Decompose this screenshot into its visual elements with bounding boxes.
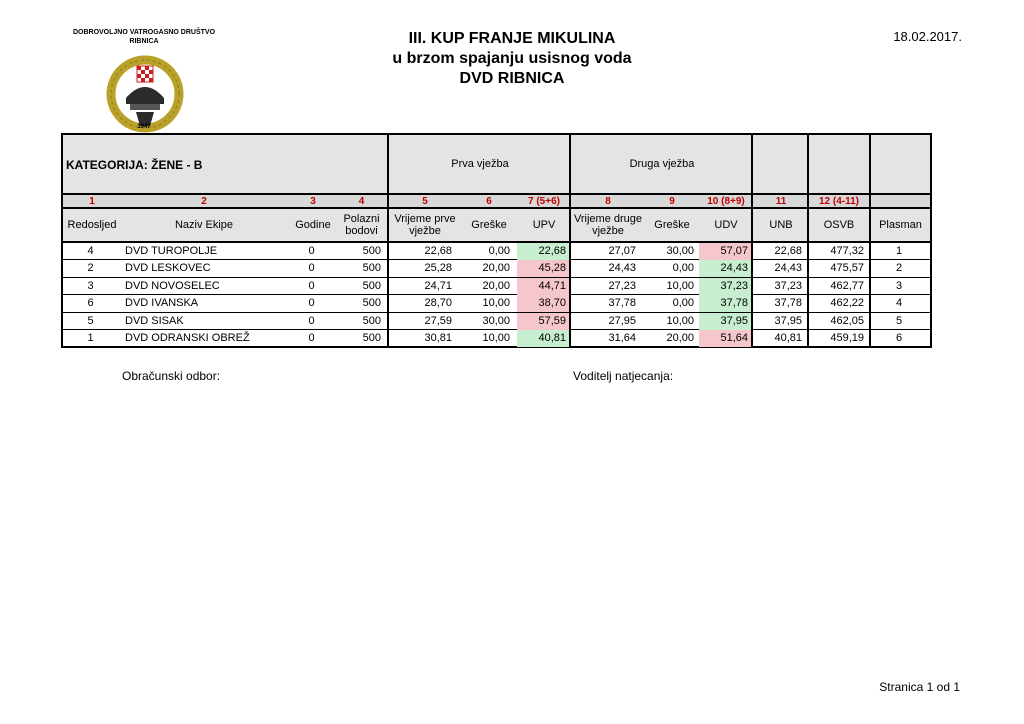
cell-plasman: 2: [895, 262, 903, 275]
cell-v2: 27,07: [608, 245, 636, 257]
cell-bodovi: 500: [362, 245, 381, 257]
cell-plasman: 5: [895, 314, 903, 327]
cell-ekipa: DVD SISAK: [125, 314, 184, 327]
cell-osvb: 475,57: [830, 262, 864, 275]
cell-v1: 25,28: [424, 262, 452, 275]
category-title: KATEGORIJA: ŽENE - B: [66, 158, 203, 172]
cell-g1: 20,00: [482, 279, 510, 292]
cell-unb: 37,95: [774, 314, 802, 327]
cell-plasman: 3: [895, 279, 903, 292]
cell-unb: 40,81: [774, 332, 802, 344]
cell-g2: 30,00: [666, 245, 694, 257]
cell-upv: 44,71: [517, 278, 569, 295]
cell-udv: 37,23: [699, 278, 751, 295]
cell-v2: 37,78: [608, 297, 636, 310]
col-header-v1: Vrijeme prve vježbe: [394, 213, 456, 237]
cell-udv: 24,43: [699, 260, 751, 277]
cell-v2: 31,64: [608, 332, 636, 344]
cell-ekipa: DVD IVANSKA: [125, 297, 199, 310]
cell-redosljed: 4: [87, 245, 94, 257]
cell-g1: 30,00: [482, 314, 510, 327]
column-headers: [63, 209, 930, 243]
cell-osvb: 462,77: [830, 279, 864, 292]
cell-unb: 37,23: [774, 279, 802, 292]
cell-osvb: 477,32: [830, 245, 864, 257]
col-header-udv: UDV: [714, 219, 738, 231]
cell-g1: 20,00: [482, 262, 510, 275]
signature-calculation-committee: Obračunski odbor:: [122, 369, 221, 383]
col-header-g1: Greške: [471, 219, 507, 231]
cell-upv: 38,70: [517, 295, 569, 312]
results-table: [61, 133, 932, 348]
group-second-exercise: Druga vježba: [629, 158, 695, 170]
logo-org-name: DOBROVOLJNO VATROGASNO DRUŠTVO RIBNICA: [72, 29, 216, 45]
col-header-unb: UNB: [769, 219, 793, 231]
cell-redosljed: 3: [87, 279, 94, 292]
cell-godine: 0: [308, 262, 315, 275]
cell-osvb: 459,19: [830, 332, 864, 344]
cell-g2: 10,00: [666, 314, 694, 327]
cell-godine: 0: [308, 279, 315, 292]
col-header-godine: Godine: [295, 219, 331, 231]
cell-bodovi: 500: [362, 279, 381, 292]
firefighter-emblem-icon: [106, 46, 184, 136]
col-header-osvb: OSVB: [823, 219, 855, 231]
col-header-bodovi: Polazni bodovi: [343, 213, 380, 237]
cell-v2: 24,43: [608, 262, 636, 275]
cell-upv: 40,81: [517, 330, 569, 347]
cell-ekipa: DVD ODRANSKI OBREŽ: [125, 332, 250, 344]
cell-v1: 24,71: [424, 279, 452, 292]
cell-plasman: 4: [895, 297, 903, 310]
cell-v1: 28,70: [424, 297, 452, 310]
cell-redosljed: 1: [87, 332, 94, 344]
cell-v1: 27,59: [424, 314, 452, 327]
cell-upv: 22,68: [517, 243, 569, 260]
cell-godine: 0: [308, 297, 315, 310]
cell-godine: 0: [308, 332, 315, 344]
cell-plasman: 6: [895, 332, 903, 344]
cell-redosljed: 5: [87, 314, 94, 327]
col-header-redosljed: Redoslјed: [67, 219, 117, 231]
cell-bodovi: 500: [362, 332, 381, 344]
cell-unb: 22,68: [774, 245, 802, 257]
signature-competition-leader: Voditelj natjecanja:: [573, 369, 674, 383]
cell-g2: 20,00: [666, 332, 694, 344]
cell-redosljed: 6: [87, 297, 94, 310]
cell-unb: 24,43: [774, 262, 802, 275]
cell-plasman: 1: [895, 245, 903, 257]
cell-ekipa: DVD TUROPOLJE: [125, 245, 218, 257]
page-number: Stranica 1 od 1: [879, 680, 960, 694]
cell-v2: 27,23: [608, 279, 636, 292]
cell-v1: 22,68: [424, 245, 452, 257]
cell-g1: 0,00: [488, 245, 510, 257]
cell-ekipa: DVD NOVOSELEC: [125, 279, 220, 292]
cell-bodovi: 500: [362, 297, 381, 310]
logo-year: 1947: [137, 124, 151, 130]
col-header-upv: UPV: [532, 219, 556, 231]
cell-unb: 37,78: [774, 297, 802, 310]
col-header-g2: Greške: [654, 219, 690, 231]
cell-udv: 37,78: [699, 295, 751, 312]
cell-bodovi: 500: [362, 314, 381, 327]
cell-bodovi: 500: [362, 262, 381, 275]
cell-upv: 45,28: [517, 260, 569, 277]
cell-ekipa: DVD LESKOVEC: [125, 262, 211, 275]
cell-upv: 57,59: [517, 313, 569, 330]
cell-v2: 27,95: [608, 314, 636, 327]
cell-udv: 51,64: [699, 330, 751, 347]
cell-udv: 37,95: [699, 313, 751, 330]
col-header-ekipa: Naziv Ekipe: [174, 219, 234, 231]
cell-g2: 0,00: [672, 262, 694, 275]
column-numbers: 1 2 3 4 5 6 7 (5+6) 8 9 10 (8+9) 11 12 (4-11): [63, 193, 930, 209]
cell-udv: 57,07: [699, 243, 751, 260]
cell-g2: 10,00: [666, 279, 694, 292]
document-date: 18.02.2017.: [893, 29, 962, 44]
group-first-exercise: Prva vježba: [451, 158, 509, 170]
category-header: [63, 135, 930, 193]
cell-osvb: 462,22: [830, 297, 864, 310]
document-title: III. KUP FRANJE MIKULINA u brzom spajanju usisnog voda DVD RIBNICA: [392, 30, 632, 87]
club-logo: [58, 28, 230, 138]
cell-g2: 0,00: [672, 297, 694, 310]
cell-redosljed: 2: [87, 262, 94, 275]
cell-g1: 10,00: [482, 297, 510, 310]
cell-v1: 30,81: [424, 332, 452, 344]
cell-osvb: 462,05: [830, 314, 864, 327]
cell-g1: 10,00: [482, 332, 510, 344]
col-header-v2: Vrijeme druge vježbe: [573, 213, 643, 237]
col-header-plasman: Plasman: [879, 219, 922, 231]
cell-godine: 0: [308, 245, 315, 257]
cell-godine: 0: [308, 314, 315, 327]
